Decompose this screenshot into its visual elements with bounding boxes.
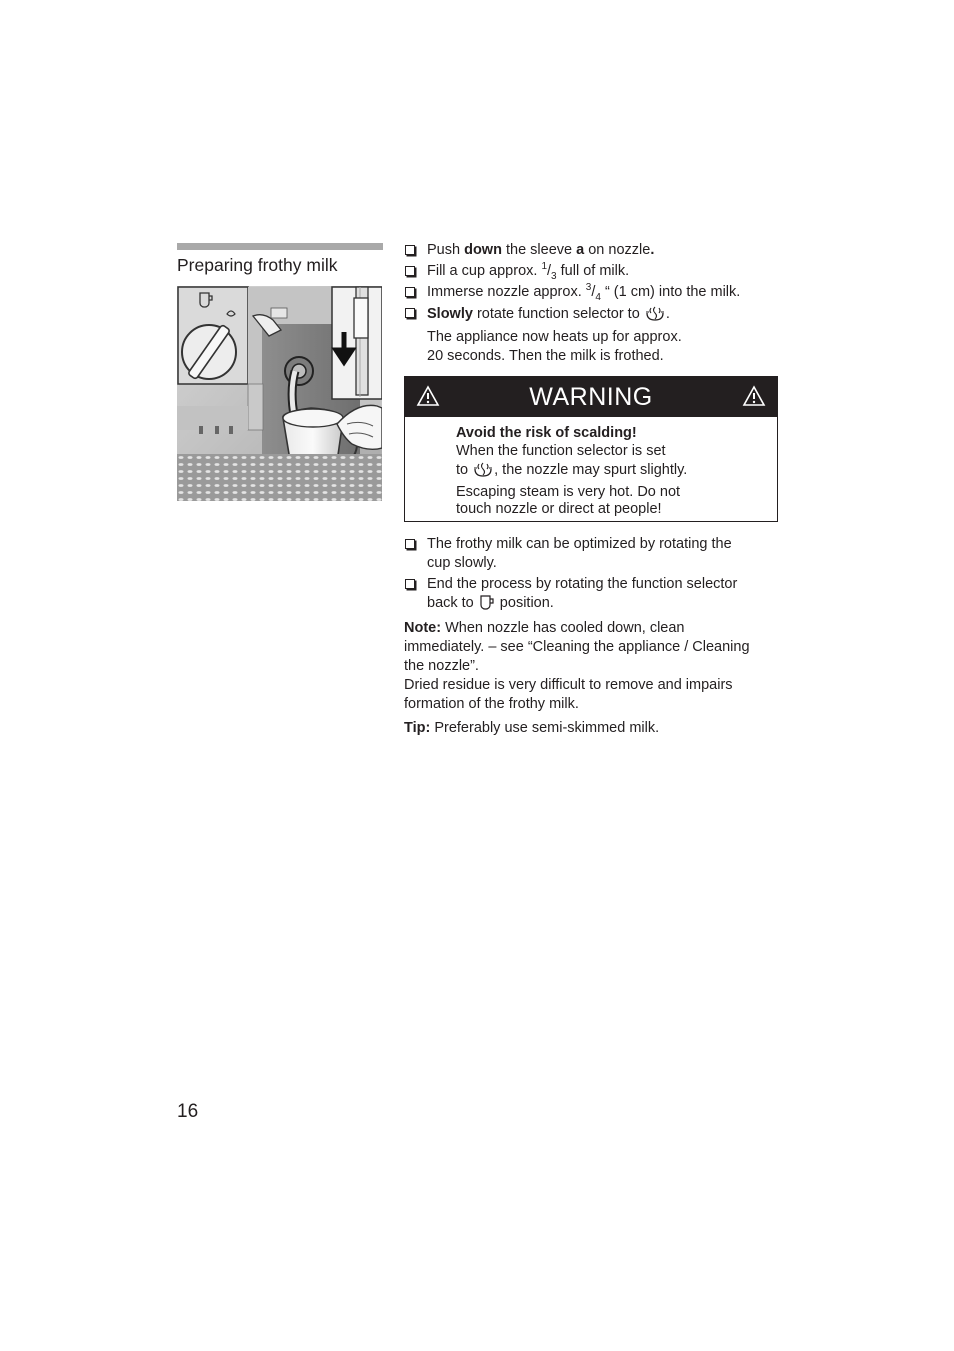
- warning-line: [456, 460, 765, 484]
- warning-heading: Avoid the risk of scalding!: [456, 425, 637, 441]
- note-text: Dried residue is very difficult to remove and impairs: [404, 676, 733, 693]
- cup-icon: [478, 594, 496, 617]
- step-list: [404, 535, 779, 617]
- step-text: “ (1 cm) into the milk.: [600, 284, 741, 300]
- checkbox-bullet-icon: [405, 579, 415, 589]
- list-item: [404, 262, 779, 281]
- steam-icon: [644, 304, 666, 328]
- step-text: The appliance now heats up for approx.: [427, 329, 682, 345]
- step-emphasis: Slowly: [427, 306, 473, 322]
- note-text: the nozzle”.: [404, 657, 479, 674]
- step-text: rotate function selector to: [472, 306, 644, 322]
- step-list: [404, 241, 779, 366]
- warning-triangle-icon: [742, 385, 766, 407]
- step-text: Fill a cup approx.: [427, 263, 542, 279]
- list-item: [404, 283, 779, 302]
- sleeve-label: a: [576, 242, 585, 258]
- step-punct: .: [665, 306, 670, 322]
- warning-text: to: [456, 462, 473, 479]
- step-text: End the process by rotating the function selector: [427, 575, 738, 592]
- step-punct: .: [650, 242, 655, 258]
- fraction-slash: /: [547, 263, 552, 279]
- checkbox-bullet-icon: [405, 245, 415, 255]
- list-item: [404, 535, 779, 573]
- coffee-machine-illustration: [177, 286, 382, 501]
- checkbox-bullet-icon: [405, 266, 415, 276]
- checkbox-bullet-icon: [405, 308, 415, 318]
- note: [404, 619, 779, 714]
- warning-box: [404, 376, 778, 522]
- warning-header: [405, 377, 777, 417]
- section-rule: [177, 243, 383, 250]
- note-label: Note:: [404, 619, 442, 636]
- warning-line: touch nozzle or direct at people!: [456, 501, 662, 518]
- fraction-numerator: 3: [585, 282, 592, 294]
- warning-title: WARNING: [529, 382, 653, 411]
- tip-label: Tip:: [404, 719, 431, 736]
- fraction-denominator: 3: [551, 270, 557, 282]
- checkbox-bullet-icon: [405, 287, 415, 297]
- fraction-denominator: 4: [595, 291, 601, 303]
- step-text: back to: [427, 594, 478, 611]
- list-item: [404, 304, 779, 366]
- step-text: the sleeve: [501, 242, 577, 258]
- step-text: Push: [427, 242, 465, 258]
- note-text: When nozzle has cooled down, clean: [441, 619, 685, 636]
- checkbox-bullet-icon: [405, 539, 415, 549]
- warning-triangle-icon: [416, 385, 440, 407]
- warning-text: , the nozzle may spurt slightly.: [494, 462, 688, 479]
- tip: [404, 719, 779, 738]
- section-title: Preparing frothy milk: [177, 255, 338, 275]
- note-text: immediately. – see “Cleaning the appliance / Cleaning: [404, 638, 750, 655]
- fraction-slash: /: [591, 284, 596, 300]
- warning-line: Escaping steam is very hot. Do not: [456, 483, 681, 500]
- step-text: 20 seconds. Then the milk is frothed.: [427, 348, 664, 364]
- list-item: [404, 575, 779, 617]
- steam-icon: [472, 460, 494, 484]
- warning-body: [405, 417, 777, 521]
- step-text: full of milk.: [556, 263, 630, 279]
- warning-line: When the function selector is set: [456, 442, 666, 459]
- list-item: [404, 241, 779, 260]
- fraction-numerator: 1: [541, 261, 548, 273]
- step-text: on nozzle: [584, 242, 651, 258]
- step-text: cup slowly.: [427, 554, 497, 571]
- step-text: The frothy milk can be optimized by rotating the: [427, 535, 732, 552]
- step-text: position.: [495, 594, 554, 611]
- tip-text: Preferably use semi-skimmed milk.: [430, 719, 660, 736]
- step-text: Immerse nozzle approx.: [427, 284, 586, 300]
- step-emphasis: down: [464, 242, 502, 258]
- page-number: 16: [177, 1101, 199, 1122]
- instructions: [404, 241, 779, 741]
- note-text: formation of the frothy milk.: [404, 695, 579, 712]
